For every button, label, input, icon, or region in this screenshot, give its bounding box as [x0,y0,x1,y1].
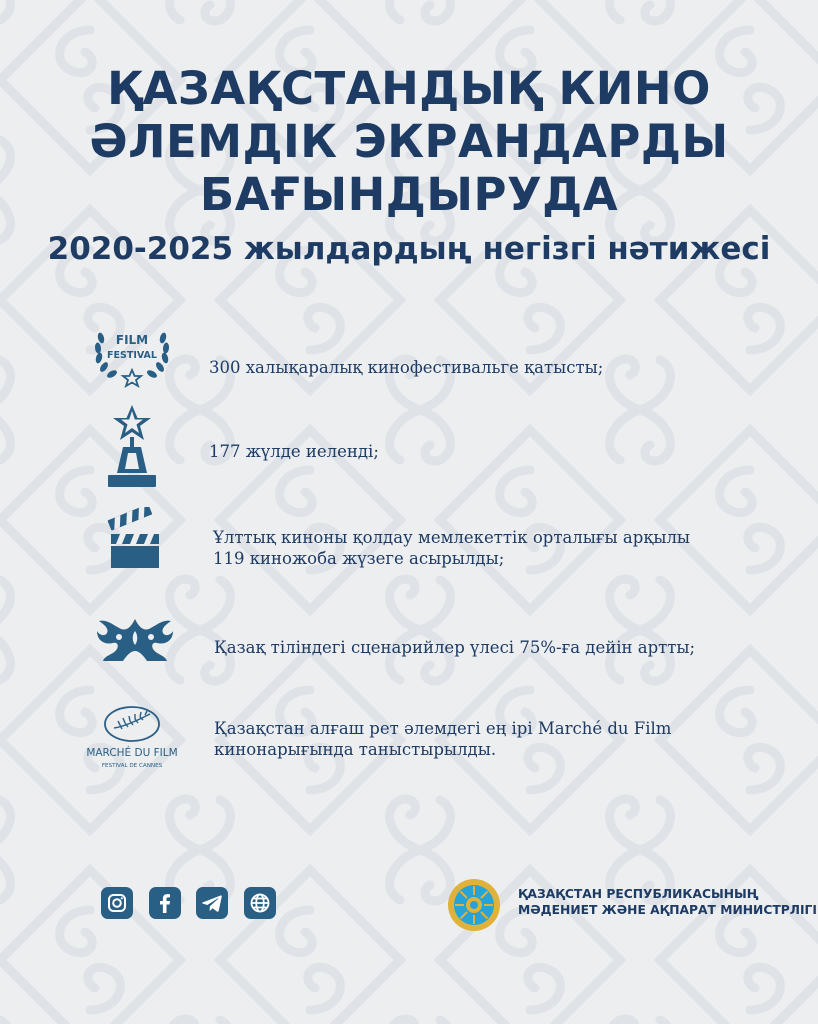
result-item-festivals [209,357,603,378]
kazakh-ornament-icon [95,615,175,665]
marche-du-film-logo [82,700,182,772]
festival-label: FESTIVAL [107,350,157,361]
title-line-2: ӘЛЕМДІК ЭКРАНДАРДЫ [89,115,729,168]
festival-de-cannes-label: FESTIVAL DE CANNES [101,763,163,769]
globe-icon[interactable] [244,887,276,919]
ministry-line-2: МӘДЕНИЕТ ЖӘНЕ АҚПАРАТ МИНИСТРЛІГІ [518,903,817,917]
result-item-kazakh-scripts [214,637,695,658]
item-line: Қазақстан алғаш рет әлемдегі ең ірі Marché du Film [214,719,672,738]
kazakhstan-emblem-icon [446,877,502,933]
ministry-line-1: ҚАЗАҚСТАН РЕСПУБЛИКАСЫНЫҢ [518,887,759,901]
item-line: 300 халықаралық кинофестивальге қатысты; [209,358,604,377]
marche-du-film-label: MARCHÉ DU FILM [86,747,178,759]
title-line-3: БАҒЫНДЫРУДА [199,168,619,221]
instagram-icon[interactable] [101,887,133,919]
result-item-awards [209,441,379,462]
trophy-icon [103,403,161,489]
main-title [0,62,818,221]
subtitle: 2020-2025 жылдардың негізгі нәтижесі [47,231,771,267]
item-line: 177 жүлде иеленді; [209,442,379,461]
result-item-marche-du-film [214,718,671,760]
clapperboard-icon [107,507,161,569]
item-line: кинонарығында таныстырылды. [214,740,497,759]
telegram-icon[interactable] [196,887,228,919]
item-line: Ұлттық киноны қолдау мемлекеттік орталығы арқылы [213,528,691,547]
title-line-1: ҚАЗАҚСТАНДЫҚ КИНО [107,62,711,115]
facebook-icon[interactable] [149,887,181,919]
ministry-name [518,886,817,918]
film-festival-laurel-icon [92,326,172,388]
film-label: FILM [115,333,149,347]
item-line: Қазақ тіліндегі сценарийлер үлесі 75%-ға дейін артты; [214,638,696,657]
result-item-film-projects [213,527,690,569]
item-line: 119 киножоба жүзеге асырылды; [213,549,505,568]
